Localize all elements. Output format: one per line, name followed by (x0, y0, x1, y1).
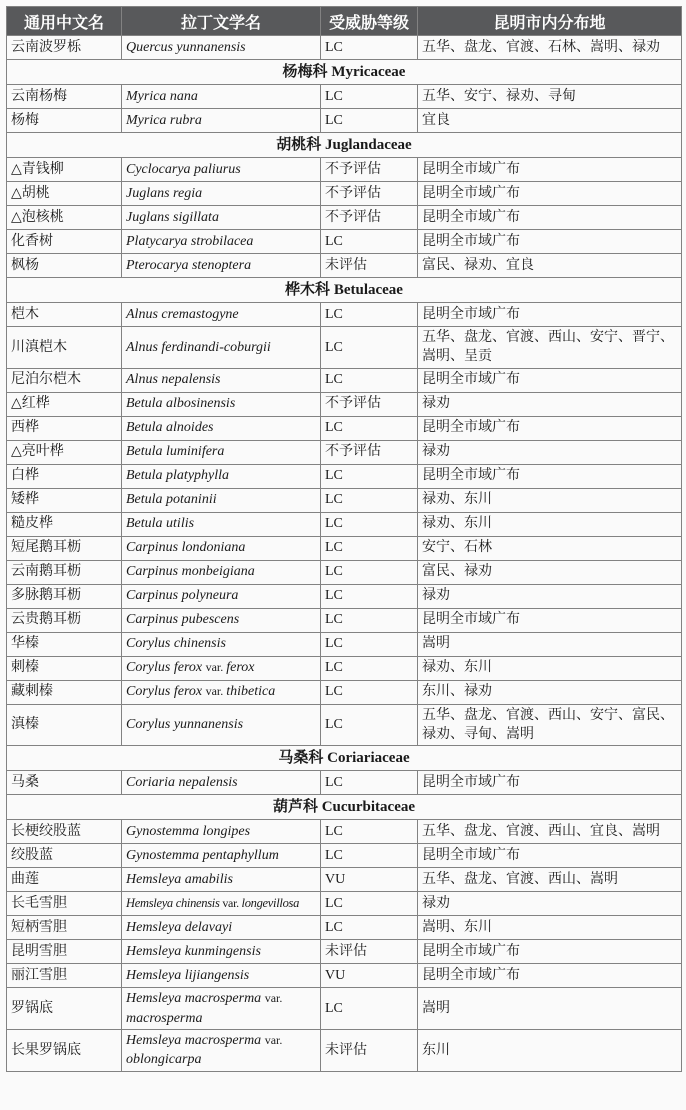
distribution-cell: 昆明全市域广布 (418, 771, 682, 795)
latin-name-cell (122, 680, 321, 704)
distribution-cell: 五华、安宁、禄劝、寻甸 (418, 85, 682, 109)
chinese-name-cell: △亮叶桦 (7, 440, 122, 464)
chinese-name-cell: 桤木 (7, 303, 122, 327)
latin-name-cell (122, 656, 321, 680)
latin-italic-segment: Betula platyphylla (126, 468, 230, 484)
family-section-row (7, 60, 682, 85)
distribution-cell: 昆明全市域广布 (418, 158, 682, 182)
distribution-cell: 昆明全市域广布 (418, 368, 682, 392)
distribution-cell: 五华、盘龙、官渡、西山、安宁、富民、禄劝、寻甸、嵩明 (418, 704, 682, 746)
chinese-name-cell: 丽江雪胆 (7, 964, 122, 988)
family-section-title (7, 133, 682, 158)
latin-name-cell (122, 254, 321, 278)
latin-name-cell (122, 182, 321, 206)
latin-italic-segment: Alnus nepalensis (126, 372, 221, 388)
species-row (7, 536, 682, 560)
species-row (7, 632, 682, 656)
latin-italic-segment: Juglans regia (126, 185, 203, 201)
distribution-cell: 嵩明 (418, 632, 682, 656)
chinese-name-cell: 短尾鹅耳枥 (7, 536, 122, 560)
latin-name-cell (122, 85, 321, 109)
latin-name-cell (122, 988, 321, 1030)
latin-name-cell (122, 36, 321, 60)
latin-italic-segment: macrosperma (126, 1010, 203, 1026)
latin-name-cell (122, 230, 321, 254)
family-latin-name: Betulaceae (333, 281, 403, 298)
latin-italic-segment: Hemsleya kunmingensis (126, 944, 261, 960)
threat-level-cell: LC (321, 230, 418, 254)
chinese-name-cell: 华榛 (7, 632, 122, 656)
latin-name-cell (122, 771, 321, 795)
latin-name-cell (122, 368, 321, 392)
threat-level-cell: LC (321, 916, 418, 940)
chinese-name-cell: 西桦 (7, 416, 122, 440)
threat-level-cell: LC (321, 680, 418, 704)
chinese-name-cell: 昆明雪胆 (7, 940, 122, 964)
distribution-cell: 昆明全市域广布 (418, 303, 682, 327)
threat-level-cell: LC (321, 632, 418, 656)
family-latin-name: Juglandaceae (325, 136, 412, 153)
latin-italic-segment: Gynostemma pentaphyllum (126, 848, 279, 864)
threat-level-cell: 不予评估 (321, 440, 418, 464)
latin-italic-segment: Hemsleya chinensis (126, 896, 223, 911)
distribution-cell: 昆明全市域广布 (418, 844, 682, 868)
latin-italic-segment: Pterocarya stenoptera (126, 257, 252, 273)
col-header-latin-name: 拉丁文学名 (122, 7, 321, 36)
latin-italic-segment: Betula potaninii (126, 492, 217, 508)
family-section-row (7, 746, 682, 771)
species-row (7, 109, 682, 133)
chinese-name-cell: △青钱柳 (7, 158, 122, 182)
species-row (7, 964, 682, 988)
latin-italic-segment: longevillosa (241, 896, 300, 911)
latin-roman-segment: var. (264, 991, 283, 1006)
latin-italic-segment: Corylus yunnanensis (126, 717, 244, 733)
latin-italic-segment: Myrica nana (126, 88, 198, 104)
threat-level-cell: VU (321, 868, 418, 892)
distribution-cell: 安宁、石林 (418, 536, 682, 560)
latin-name-cell (122, 704, 321, 746)
chinese-name-cell: 长毛雪胆 (7, 892, 122, 916)
table-body (7, 36, 682, 1072)
threat-level-cell: LC (321, 368, 418, 392)
threat-level-cell: LC (321, 584, 418, 608)
latin-italic-segment: Myrica rubra (126, 112, 202, 128)
latin-italic-segment: oblongicarpa (126, 1052, 202, 1068)
latin-name-cell (122, 868, 321, 892)
distribution-cell: 五华、盘龙、官渡、石林、嵩明、禄劝 (418, 36, 682, 60)
distribution-cell: 禄劝、东川 (418, 512, 682, 536)
latin-name-cell (122, 892, 321, 916)
chinese-name-cell: 矮桦 (7, 488, 122, 512)
species-row (7, 608, 682, 632)
threat-level-cell: LC (321, 327, 418, 369)
species-row (7, 368, 682, 392)
species-row (7, 303, 682, 327)
chinese-name-cell: 长梗绞股蓝 (7, 820, 122, 844)
distribution-cell: 禄劝 (418, 584, 682, 608)
family-chinese-name: 杨梅科 (282, 63, 328, 80)
latin-italic-segment: Cyclocarya paliurus (126, 161, 241, 177)
chinese-name-cell: 罗锅底 (7, 988, 122, 1030)
threat-level-cell: 未评估 (321, 254, 418, 278)
threat-level-cell: LC (321, 988, 418, 1030)
distribution-cell: 昆明全市域广布 (418, 206, 682, 230)
latin-name-cell (122, 964, 321, 988)
species-row (7, 892, 682, 916)
distribution-cell: 宜良 (418, 109, 682, 133)
distribution-cell: 五华、盘龙、官渡、西山、宜良、嵩明 (418, 820, 682, 844)
species-table-container (6, 6, 681, 1072)
chinese-name-cell: 杨梅 (7, 109, 122, 133)
distribution-cell: 东川、禄劝 (418, 680, 682, 704)
threat-level-cell: LC (321, 771, 418, 795)
threat-level-cell: LC (321, 464, 418, 488)
distribution-cell: 昆明全市域广布 (418, 964, 682, 988)
threat-level-cell: 未评估 (321, 1029, 418, 1071)
latin-italic-segment: Hemsleya amabilis (126, 872, 233, 888)
latin-name-cell (122, 440, 321, 464)
threat-level-cell: LC (321, 416, 418, 440)
family-section-title (7, 60, 682, 85)
family-section-row (7, 133, 682, 158)
chinese-name-cell: △泡核桃 (7, 206, 122, 230)
table-header (7, 7, 682, 36)
threat-level-cell: LC (321, 844, 418, 868)
chinese-name-cell: 白桦 (7, 464, 122, 488)
species-row (7, 254, 682, 278)
latin-italic-segment: Corylus ferox (126, 660, 206, 676)
latin-name-cell (122, 158, 321, 182)
latin-name-cell (122, 1029, 321, 1071)
latin-italic-segment: Betula albosinensis (126, 396, 236, 412)
latin-italic-segment: ferox (226, 660, 255, 676)
latin-italic-segment: Carpinus pubescens (126, 612, 240, 628)
family-latin-name: Coriariaceae (327, 749, 410, 766)
latin-name-cell (122, 392, 321, 416)
latin-roman-segment: var. (264, 1032, 283, 1047)
latin-italic-segment: Betula utilis (126, 516, 195, 532)
latin-name-cell (122, 940, 321, 964)
family-latin-name: Cucurbitaceae (321, 798, 416, 815)
latin-italic-segment: Gynostemma longipes (126, 824, 251, 840)
threat-level-cell: LC (321, 512, 418, 536)
latin-italic-segment: Betula luminifera (126, 444, 225, 460)
threat-level-cell: LC (321, 303, 418, 327)
chinese-name-cell: 云南波罗栎 (7, 36, 122, 60)
latin-name-cell (122, 608, 321, 632)
distribution-cell: 嵩明、东川 (418, 916, 682, 940)
family-latin-name: Myricaceae (331, 63, 406, 80)
species-row (7, 820, 682, 844)
col-header-threat-level: 受威胁等级 (321, 7, 418, 36)
threat-level-cell: LC (321, 560, 418, 584)
chinese-name-cell: 马桑 (7, 771, 122, 795)
threat-level-cell: 不予评估 (321, 392, 418, 416)
chinese-name-cell: △胡桃 (7, 182, 122, 206)
latin-italic-segment: Alnus cremastogyne (126, 306, 239, 322)
latin-italic-segment: Hemsleya delavayi (126, 920, 233, 936)
species-row (7, 206, 682, 230)
species-row (7, 85, 682, 109)
species-row (7, 327, 682, 369)
distribution-cell: 嵩明 (418, 988, 682, 1030)
distribution-cell: 五华、盘龙、官渡、西山、安宁、晋宁、嵩明、呈贡 (418, 327, 682, 369)
latin-name-cell (122, 820, 321, 844)
latin-roman-segment: var. (222, 896, 242, 911)
species-row (7, 392, 682, 416)
distribution-cell: 富民、禄劝、宜良 (418, 254, 682, 278)
family-section-title (7, 278, 682, 303)
latin-name-cell (122, 916, 321, 940)
latin-italic-segment: Carpinus londoniana (126, 540, 246, 556)
threat-level-cell: 不予评估 (321, 158, 418, 182)
latin-italic-segment: Carpinus monbeigiana (126, 564, 255, 580)
threat-level-cell: LC (321, 109, 418, 133)
chinese-name-cell: △红桦 (7, 392, 122, 416)
family-section-title (7, 795, 682, 820)
chinese-name-cell: 云南鹅耳枥 (7, 560, 122, 584)
latin-italic-segment: Corylus chinensis (126, 636, 226, 652)
threat-level-cell: LC (321, 704, 418, 746)
chinese-name-cell: 曲莲 (7, 868, 122, 892)
species-row (7, 771, 682, 795)
species-row (7, 512, 682, 536)
distribution-cell: 昆明全市域广布 (418, 230, 682, 254)
latin-italic-segment: Betula alnoides (126, 420, 214, 436)
distribution-cell: 昆明全市域广布 (418, 182, 682, 206)
species-row (7, 940, 682, 964)
distribution-cell: 禄劝 (418, 892, 682, 916)
chinese-name-cell: 多脉鹅耳枥 (7, 584, 122, 608)
threat-level-cell: LC (321, 892, 418, 916)
col-header-chinese-name: 通用中文名 (7, 7, 122, 36)
species-row (7, 440, 682, 464)
latin-italic-segment: Platycarya strobilacea (126, 233, 254, 249)
species-row (7, 158, 682, 182)
latin-name-cell (122, 206, 321, 230)
chinese-name-cell: 短柄雪胆 (7, 916, 122, 940)
species-table (6, 6, 682, 1072)
species-row (7, 680, 682, 704)
species-row (7, 488, 682, 512)
distribution-cell: 昆明全市域广布 (418, 608, 682, 632)
family-section-title (7, 746, 682, 771)
distribution-cell: 五华、盘龙、官渡、西山、嵩明 (418, 868, 682, 892)
chinese-name-cell: 滇榛 (7, 704, 122, 746)
family-chinese-name: 马桑科 (278, 749, 324, 766)
latin-name-cell (122, 303, 321, 327)
latin-italic-segment: Carpinus polyneura (126, 588, 239, 604)
species-row (7, 988, 682, 1030)
latin-name-cell (122, 464, 321, 488)
threat-level-cell: VU (321, 964, 418, 988)
chinese-name-cell: 藏刺榛 (7, 680, 122, 704)
threat-level-cell: LC (321, 36, 418, 60)
latin-italic-segment: Juglans sigillata (126, 209, 219, 225)
species-row (7, 464, 682, 488)
species-row (7, 182, 682, 206)
family-chinese-name: 胡桃科 (276, 136, 322, 153)
latin-italic-segment: Alnus ferdinandi-coburgii (126, 339, 271, 355)
latin-name-cell (122, 560, 321, 584)
latin-italic-segment: Corylus ferox (126, 684, 206, 700)
latin-italic-segment: Hemsleya lijiangensis (126, 968, 250, 984)
chinese-name-cell: 绞股蓝 (7, 844, 122, 868)
chinese-name-cell: 川滇桤木 (7, 327, 122, 369)
latin-name-cell (122, 327, 321, 369)
threat-level-cell: LC (321, 608, 418, 632)
threat-level-cell: LC (321, 656, 418, 680)
latin-roman-segment: var. (205, 660, 227, 675)
threat-level-cell: LC (321, 536, 418, 560)
species-row (7, 416, 682, 440)
latin-italic-segment: Coriaria nepalensis (126, 775, 238, 791)
distribution-cell: 昆明全市域广布 (418, 416, 682, 440)
species-row (7, 868, 682, 892)
chinese-name-cell: 长果罗锅底 (7, 1029, 122, 1071)
distribution-cell: 东川 (418, 1029, 682, 1071)
col-header-distribution: 昆明市内分布地 (418, 7, 682, 36)
species-row (7, 584, 682, 608)
distribution-cell: 禄劝、东川 (418, 656, 682, 680)
chinese-name-cell: 云贵鹅耳枥 (7, 608, 122, 632)
family-section-row (7, 278, 682, 303)
distribution-cell: 禄劝 (418, 392, 682, 416)
distribution-cell: 昆明全市域广布 (418, 940, 682, 964)
species-row (7, 916, 682, 940)
latin-name-cell (122, 109, 321, 133)
latin-name-cell (122, 632, 321, 656)
threat-level-cell: 不予评估 (321, 206, 418, 230)
header-row (7, 7, 682, 36)
distribution-cell: 富民、禄劝 (418, 560, 682, 584)
species-row (7, 656, 682, 680)
species-row (7, 844, 682, 868)
species-row (7, 560, 682, 584)
distribution-cell: 昆明全市域广布 (418, 464, 682, 488)
chinese-name-cell: 尼泊尔桤木 (7, 368, 122, 392)
latin-name-cell (122, 416, 321, 440)
species-row (7, 1029, 682, 1071)
chinese-name-cell: 糙皮桦 (7, 512, 122, 536)
chinese-name-cell: 云南杨梅 (7, 85, 122, 109)
threat-level-cell: LC (321, 85, 418, 109)
species-row (7, 36, 682, 60)
chinese-name-cell: 枫杨 (7, 254, 122, 278)
chinese-name-cell: 刺榛 (7, 656, 122, 680)
latin-name-cell (122, 584, 321, 608)
family-chinese-name: 桦木科 (285, 281, 331, 298)
latin-italic-segment: Hemsleya macrosperma (126, 1032, 265, 1048)
family-section-row (7, 795, 682, 820)
distribution-cell: 禄劝、东川 (418, 488, 682, 512)
species-row (7, 704, 682, 746)
latin-italic-segment: Quercus yunnanensis (126, 39, 246, 55)
latin-name-cell (122, 488, 321, 512)
latin-roman-segment: var. (205, 684, 227, 699)
threat-level-cell: LC (321, 820, 418, 844)
family-chinese-name: 葫芦科 (272, 798, 318, 815)
latin-name-cell (122, 512, 321, 536)
distribution-cell: 禄劝 (418, 440, 682, 464)
threat-level-cell: LC (321, 488, 418, 512)
latin-italic-segment: thibetica (226, 684, 276, 700)
threat-level-cell: 未评估 (321, 940, 418, 964)
latin-name-cell (122, 536, 321, 560)
species-row (7, 230, 682, 254)
chinese-name-cell: 化香树 (7, 230, 122, 254)
latin-name-cell (122, 844, 321, 868)
threat-level-cell: 不予评估 (321, 182, 418, 206)
latin-italic-segment: Hemsleya macrosperma (126, 991, 265, 1007)
